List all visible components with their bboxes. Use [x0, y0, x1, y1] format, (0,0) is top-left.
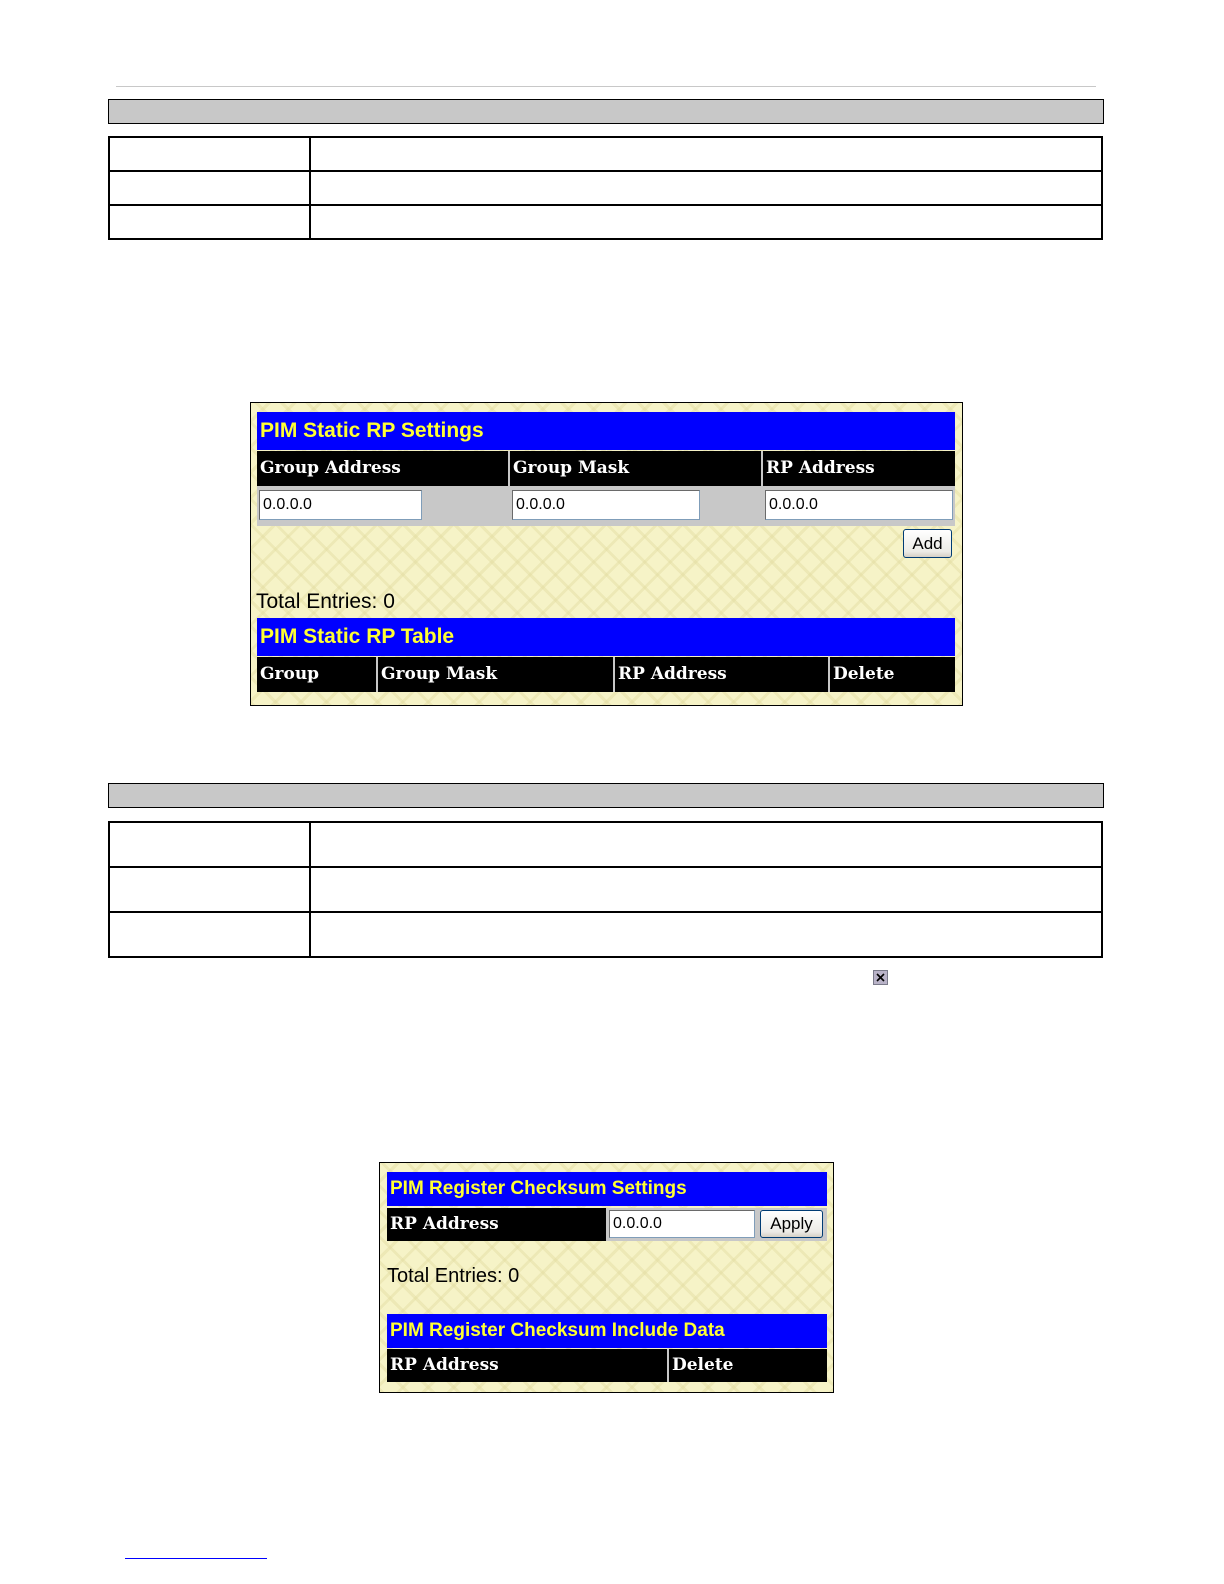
param-table-1 [108, 136, 1103, 240]
param-name [109, 822, 310, 867]
param-desc [310, 912, 1102, 957]
table-row [109, 822, 1102, 867]
column-rp-address: RP Address [766, 458, 875, 478]
footer-link[interactable] [125, 1558, 267, 1559]
table-row [109, 912, 1102, 957]
static-rp-header-row [257, 451, 955, 486]
rp-address-label: RP Address [390, 1214, 499, 1234]
add-button[interactable]: Add [903, 529, 952, 558]
register-checksum-title: PIM Register Checksum Settings [387, 1172, 827, 1206]
column-rp-address: RP Address [390, 1355, 499, 1375]
param-table-1-title [108, 99, 1104, 124]
param-name [109, 912, 310, 957]
column-delete: Delete [672, 1355, 734, 1375]
static-rp-panel [250, 402, 963, 706]
column-rp-address: RP Address [618, 664, 727, 684]
static-rp-table-header [257, 657, 955, 692]
param-table-2 [108, 821, 1103, 958]
static-rp-table-title: PIM Static RP Table [257, 618, 955, 656]
param-table-2-title [108, 783, 1104, 808]
column-group-mask: Group Mask [513, 458, 630, 478]
table-row [109, 171, 1102, 205]
register-checksum-table-title: PIM Register Checksum Include Data [387, 1314, 827, 1348]
param-desc [310, 205, 1102, 239]
param-name [109, 137, 310, 171]
column-group-address: Group Address [260, 458, 401, 478]
rp-address-input[interactable] [765, 490, 953, 520]
page-header-rule [116, 86, 1096, 87]
register-checksum-table-header [387, 1349, 827, 1382]
close-icon [873, 970, 888, 985]
register-checksum-panel [379, 1162, 834, 1393]
column-group: Group [260, 664, 320, 684]
rp-address-input[interactable] [609, 1210, 755, 1238]
table-row [109, 205, 1102, 239]
param-name [109, 867, 310, 912]
rp-address-label-cell [387, 1208, 606, 1241]
total-entries: Total Entries: 0 [387, 1265, 520, 1287]
param-desc [310, 137, 1102, 171]
param-name [109, 205, 310, 239]
column-delete: Delete [833, 664, 895, 684]
table-row [109, 137, 1102, 171]
param-desc [310, 171, 1102, 205]
apply-button[interactable]: Apply [760, 1210, 823, 1238]
group-address-input[interactable] [259, 490, 422, 520]
total-entries: Total Entries: 0 [256, 590, 395, 613]
static-rp-title: PIM Static RP Settings [257, 412, 955, 450]
param-desc [310, 822, 1102, 867]
param-name [109, 171, 310, 205]
group-mask-input[interactable] [512, 490, 700, 520]
table-row [109, 867, 1102, 912]
param-desc [310, 867, 1102, 912]
column-group-mask: Group Mask [381, 664, 498, 684]
